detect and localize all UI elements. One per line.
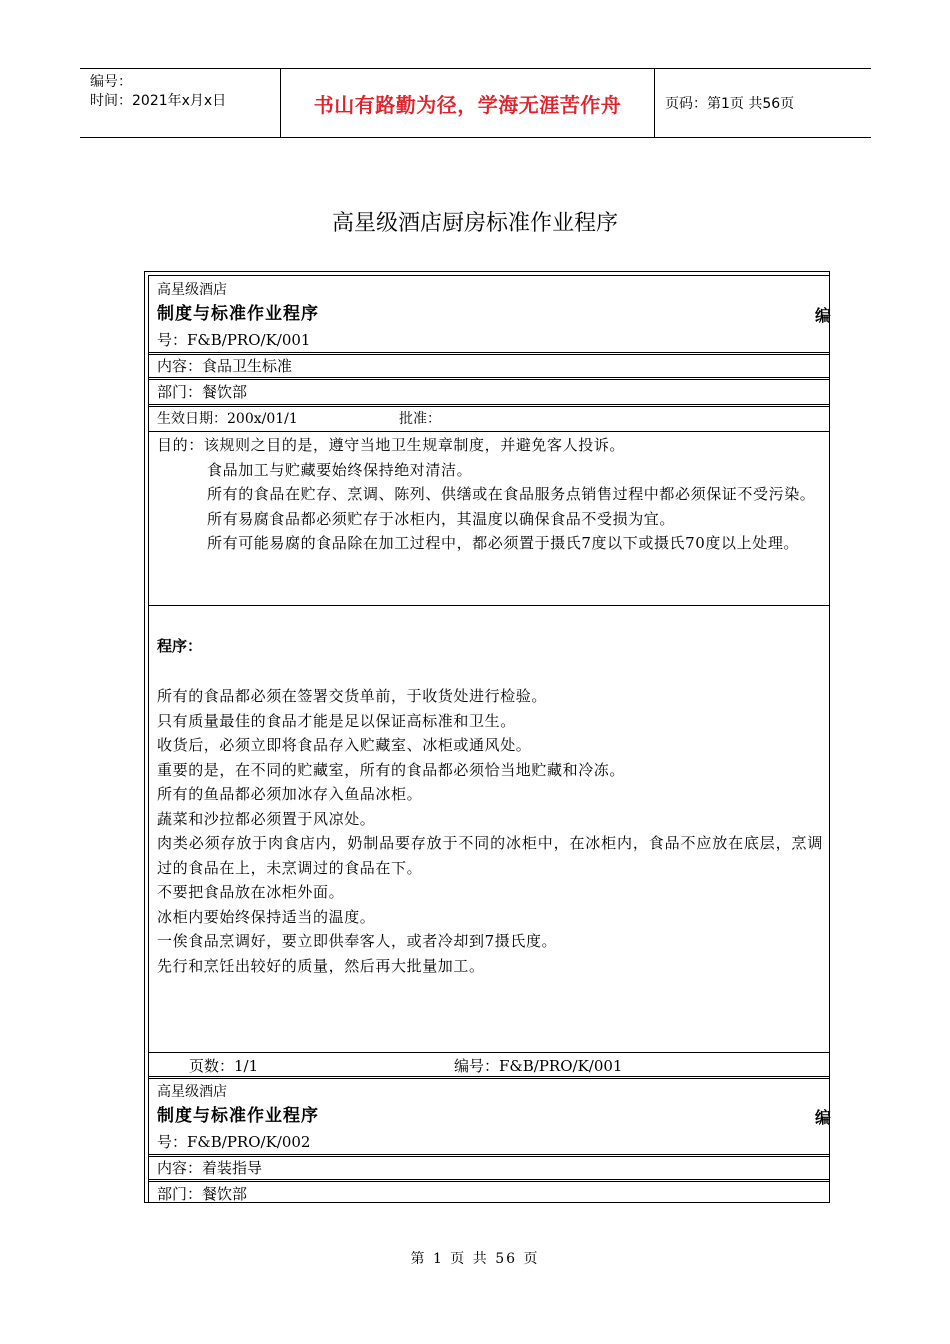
page-footer: 第 1 页 共 56 页 bbox=[410, 1251, 540, 1267]
form2-dept bbox=[157, 1184, 247, 1204]
procedure-line: 重要的是，在不同的贮藏室，所有的食品都必须恰当地贮藏和冷冻。 bbox=[157, 760, 626, 779]
procedure-line: 所有的鱼品都必须加冰存入鱼品冰柜。 bbox=[157, 785, 423, 803]
form1-purpose-line: 所有易腐食品都必须贮存于冰柜内，其温度以确保食品不受损为宜。 bbox=[207, 509, 676, 528]
form1-bian: 编 bbox=[815, 306, 833, 325]
form1-system-title: 制度与标准作业程序 bbox=[157, 304, 319, 324]
form1-dept bbox=[157, 382, 247, 402]
form2-code bbox=[157, 1132, 310, 1152]
form2-dept-label: 部门： bbox=[157, 1185, 203, 1203]
form1-code-text: 号：F&B/PRO/K/001 bbox=[157, 331, 311, 349]
row-divider bbox=[149, 352, 829, 355]
form1-purpose-line: 所有可能易腐的食品除在加工过程中，都必须置于摄氏7度以下或摄氏70度以上处理。 bbox=[207, 534, 800, 552]
form2-system-title: 制度与标准作业程序 bbox=[157, 1106, 319, 1126]
header-date: 时间：2021年x月x日 bbox=[90, 93, 227, 109]
header-number: 编号： bbox=[90, 74, 132, 90]
form1-purpose bbox=[157, 433, 823, 556]
procedure-line: 蔬菜和沙拉都必须置于风凉处。 bbox=[157, 809, 376, 828]
row-divider bbox=[149, 1052, 829, 1053]
form1-procedure bbox=[157, 684, 823, 978]
header-motto: 书山有路勤为径，学海无涯苦作舟 bbox=[280, 69, 655, 137]
form2-hotel: 高星级酒店 bbox=[157, 1084, 227, 1100]
row-divider bbox=[149, 1076, 829, 1079]
form1-hotel: 高星级酒店 bbox=[157, 282, 227, 298]
header-meta bbox=[80, 69, 280, 137]
form1-approve: 批准： bbox=[399, 411, 441, 427]
form2-content: 内容：着装指导 bbox=[157, 1159, 263, 1177]
form1-purpose-line: 所有的食品在贮存、烹调、陈列、供缮或在食品服务点销售过程中都必须保证不受污染。 bbox=[207, 485, 816, 503]
procedure-line: 冰柜内要始终保持适当的温度。 bbox=[157, 907, 376, 926]
row-divider bbox=[149, 377, 829, 380]
procedure-line: 所有的食品都必须在签署交货单前，于收货处进行检验。 bbox=[157, 687, 548, 705]
form1-purpose-line: 食品加工与贮藏要始终保持绝对清洁。 bbox=[207, 460, 473, 479]
row-divider bbox=[149, 431, 829, 432]
form1-dept-value: 餐饮部 bbox=[202, 383, 248, 401]
form2-dept-value: 餐饮部 bbox=[202, 1185, 248, 1203]
form1-procedure-label: 程序： bbox=[157, 637, 203, 655]
form1-purpose-label: 目的： bbox=[157, 436, 204, 454]
form1-content: 内容：食品卫生标准 bbox=[157, 357, 293, 375]
row-divider bbox=[149, 1179, 829, 1182]
form2-bian: 编 bbox=[815, 1108, 833, 1127]
procedure-line: 先行和烹饪出较好的质量，然后再大批量加工。 bbox=[157, 956, 485, 975]
form1-purpose-line: 该规则之目的是，遵守当地卫生规章制度，并避免客人投诉。 bbox=[203, 436, 626, 454]
page-header bbox=[80, 68, 871, 138]
form1-pages: 页数：1/1 bbox=[189, 1057, 259, 1075]
form1-footer-code: 编号：F&B/PRO/K/001 bbox=[454, 1057, 623, 1075]
form1-effective-date: 生效日期：200x/01/1 bbox=[157, 411, 298, 427]
form2-code-text: 号：F&B/PRO/K/002 bbox=[157, 1133, 311, 1151]
row-divider bbox=[149, 605, 829, 606]
row-divider bbox=[149, 404, 829, 407]
form1-code bbox=[157, 330, 310, 350]
document-title: 高星级酒店厨房标准作业程序 bbox=[331, 211, 618, 236]
procedure-line: 不要把食品放在冰柜外面。 bbox=[157, 883, 345, 901]
sop-form bbox=[144, 271, 833, 1203]
procedure-line: 一俟食品烹调好，要立即供奉客人，或者冷却到7摄氏度。 bbox=[157, 932, 558, 950]
row-divider bbox=[149, 1154, 829, 1157]
header-page-info: 页码：第1页 共56页 bbox=[665, 96, 795, 112]
form1-dept-label: 部门： bbox=[157, 383, 203, 401]
procedure-line: 肉类必须存放于肉食店内，奶制品要存放于不同的冰柜中，在冰柜内，食品不应放在底层，烹调过的食品在上，未烹调过的食品在下。 bbox=[157, 834, 823, 877]
sop-form-inner bbox=[148, 275, 833, 1203]
procedure-line: 收货后，必须立即将食品存入贮藏室、冰柜或通风处。 bbox=[157, 736, 532, 754]
procedure-line: 只有质量最佳的食品才能是足以保证高标准和卫生。 bbox=[157, 711, 516, 730]
